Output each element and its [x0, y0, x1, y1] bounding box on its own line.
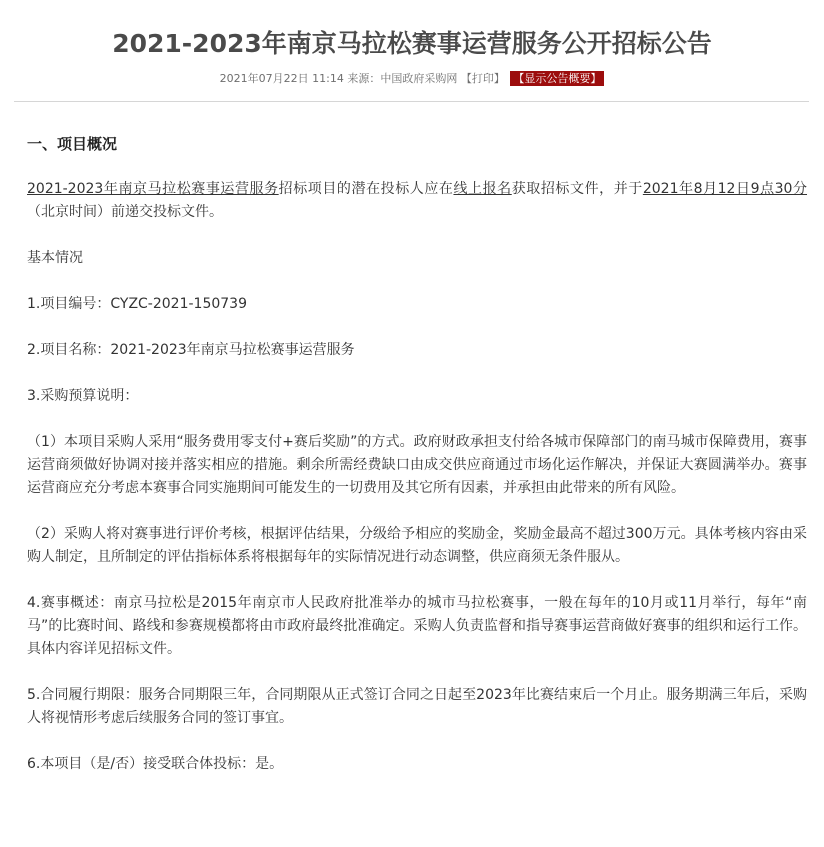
consortium-bidding: 6.本项目（是/否）接受联合体投标：是。 — [27, 756, 284, 772]
print-link[interactable]: 【打印】 — [460, 72, 505, 85]
budget-paragraph-2: （2）采购人将对赛事进行评价考核，根据评估结果，分级给予相应的奖励金，奖励金最高不超过300万元。具体考核内容由采购人制定，且所制定的评估指标体系将根据每年的实际情况进行动态调整，供应商须无条件服从。 — [27, 526, 807, 565]
basic-info-heading: 基本情况 — [27, 250, 83, 266]
intro-text-1: 招标项目的潜在投标人应在 — [278, 181, 454, 197]
budget-paragraph-1: （1）本项目采购人采用“服务费用零支付+赛后奖励”的方式。政府财政承担支付给各城市保障部门的南马城市保障费用，赛事运营商须做好协调对接并落实相应的措施。剩余所需经费缺口由成交供应商通过市场化运作解决，并保证大赛圆满举办。赛事运营商应充分考虑本赛事合同实施期间可能发生的一切费用及其它所有因素，并承担由此带来的所有风险。 — [27, 434, 807, 496]
project-name-link: 2021-2023年南京马拉松赛事运营服务 — [27, 181, 279, 197]
page-title: 2021-2023年南京马拉松赛事运营服务公开招标公告 — [112, 28, 712, 58]
project-title: 2.项目名称：2021-2023年南京马拉松赛事运营服务 — [27, 342, 355, 358]
submission-deadline: 2021年8月12日9点30分 — [642, 181, 808, 197]
contract-period: 5.合同履行期限：服务合同期限三年，合同期限从正式签订合同之日起至2023年比赛结束后一个月止。服务期满三年后，采购人将视情形考虑后续服务合同的签订事宜。 — [27, 687, 807, 726]
article-meta — [0, 70, 824, 88]
acquisition-method: 线上报名 — [453, 181, 512, 197]
project-number: 1.项目编号：CYZC-2021-150739 — [27, 296, 247, 312]
publish-datetime: 2021年07月22日 11:14 — [219, 72, 344, 85]
budget-heading: 3.采购预算说明： — [27, 388, 139, 404]
title-divider — [14, 101, 809, 102]
section-heading: 一、项目概况 — [27, 135, 118, 153]
article-body — [27, 128, 807, 799]
intro-paragraph — [27, 178, 807, 224]
show-summary-button[interactable]: 【显示公告概要】 — [510, 71, 604, 86]
source-name: 中国政府采购网 — [380, 72, 458, 85]
event-overview: 4.赛事概述：南京马拉松是2015年南京市人民政府批准举办的城市马拉松赛事，一般在每年的10月或11月举行，每年“南马”的比赛时间、路线和参赛规模都将由市政府最终批准确定。采购人负责监督和指导赛事运营商做好赛事的组织和运行工作。具体内容详见招标文件。 — [27, 595, 807, 657]
intro-text-2: 获取招标文件，并于 — [511, 181, 643, 197]
source-label: 来源： — [347, 72, 381, 85]
intro-text-3: （北京时间）前递交投标文件。 — [27, 204, 223, 220]
